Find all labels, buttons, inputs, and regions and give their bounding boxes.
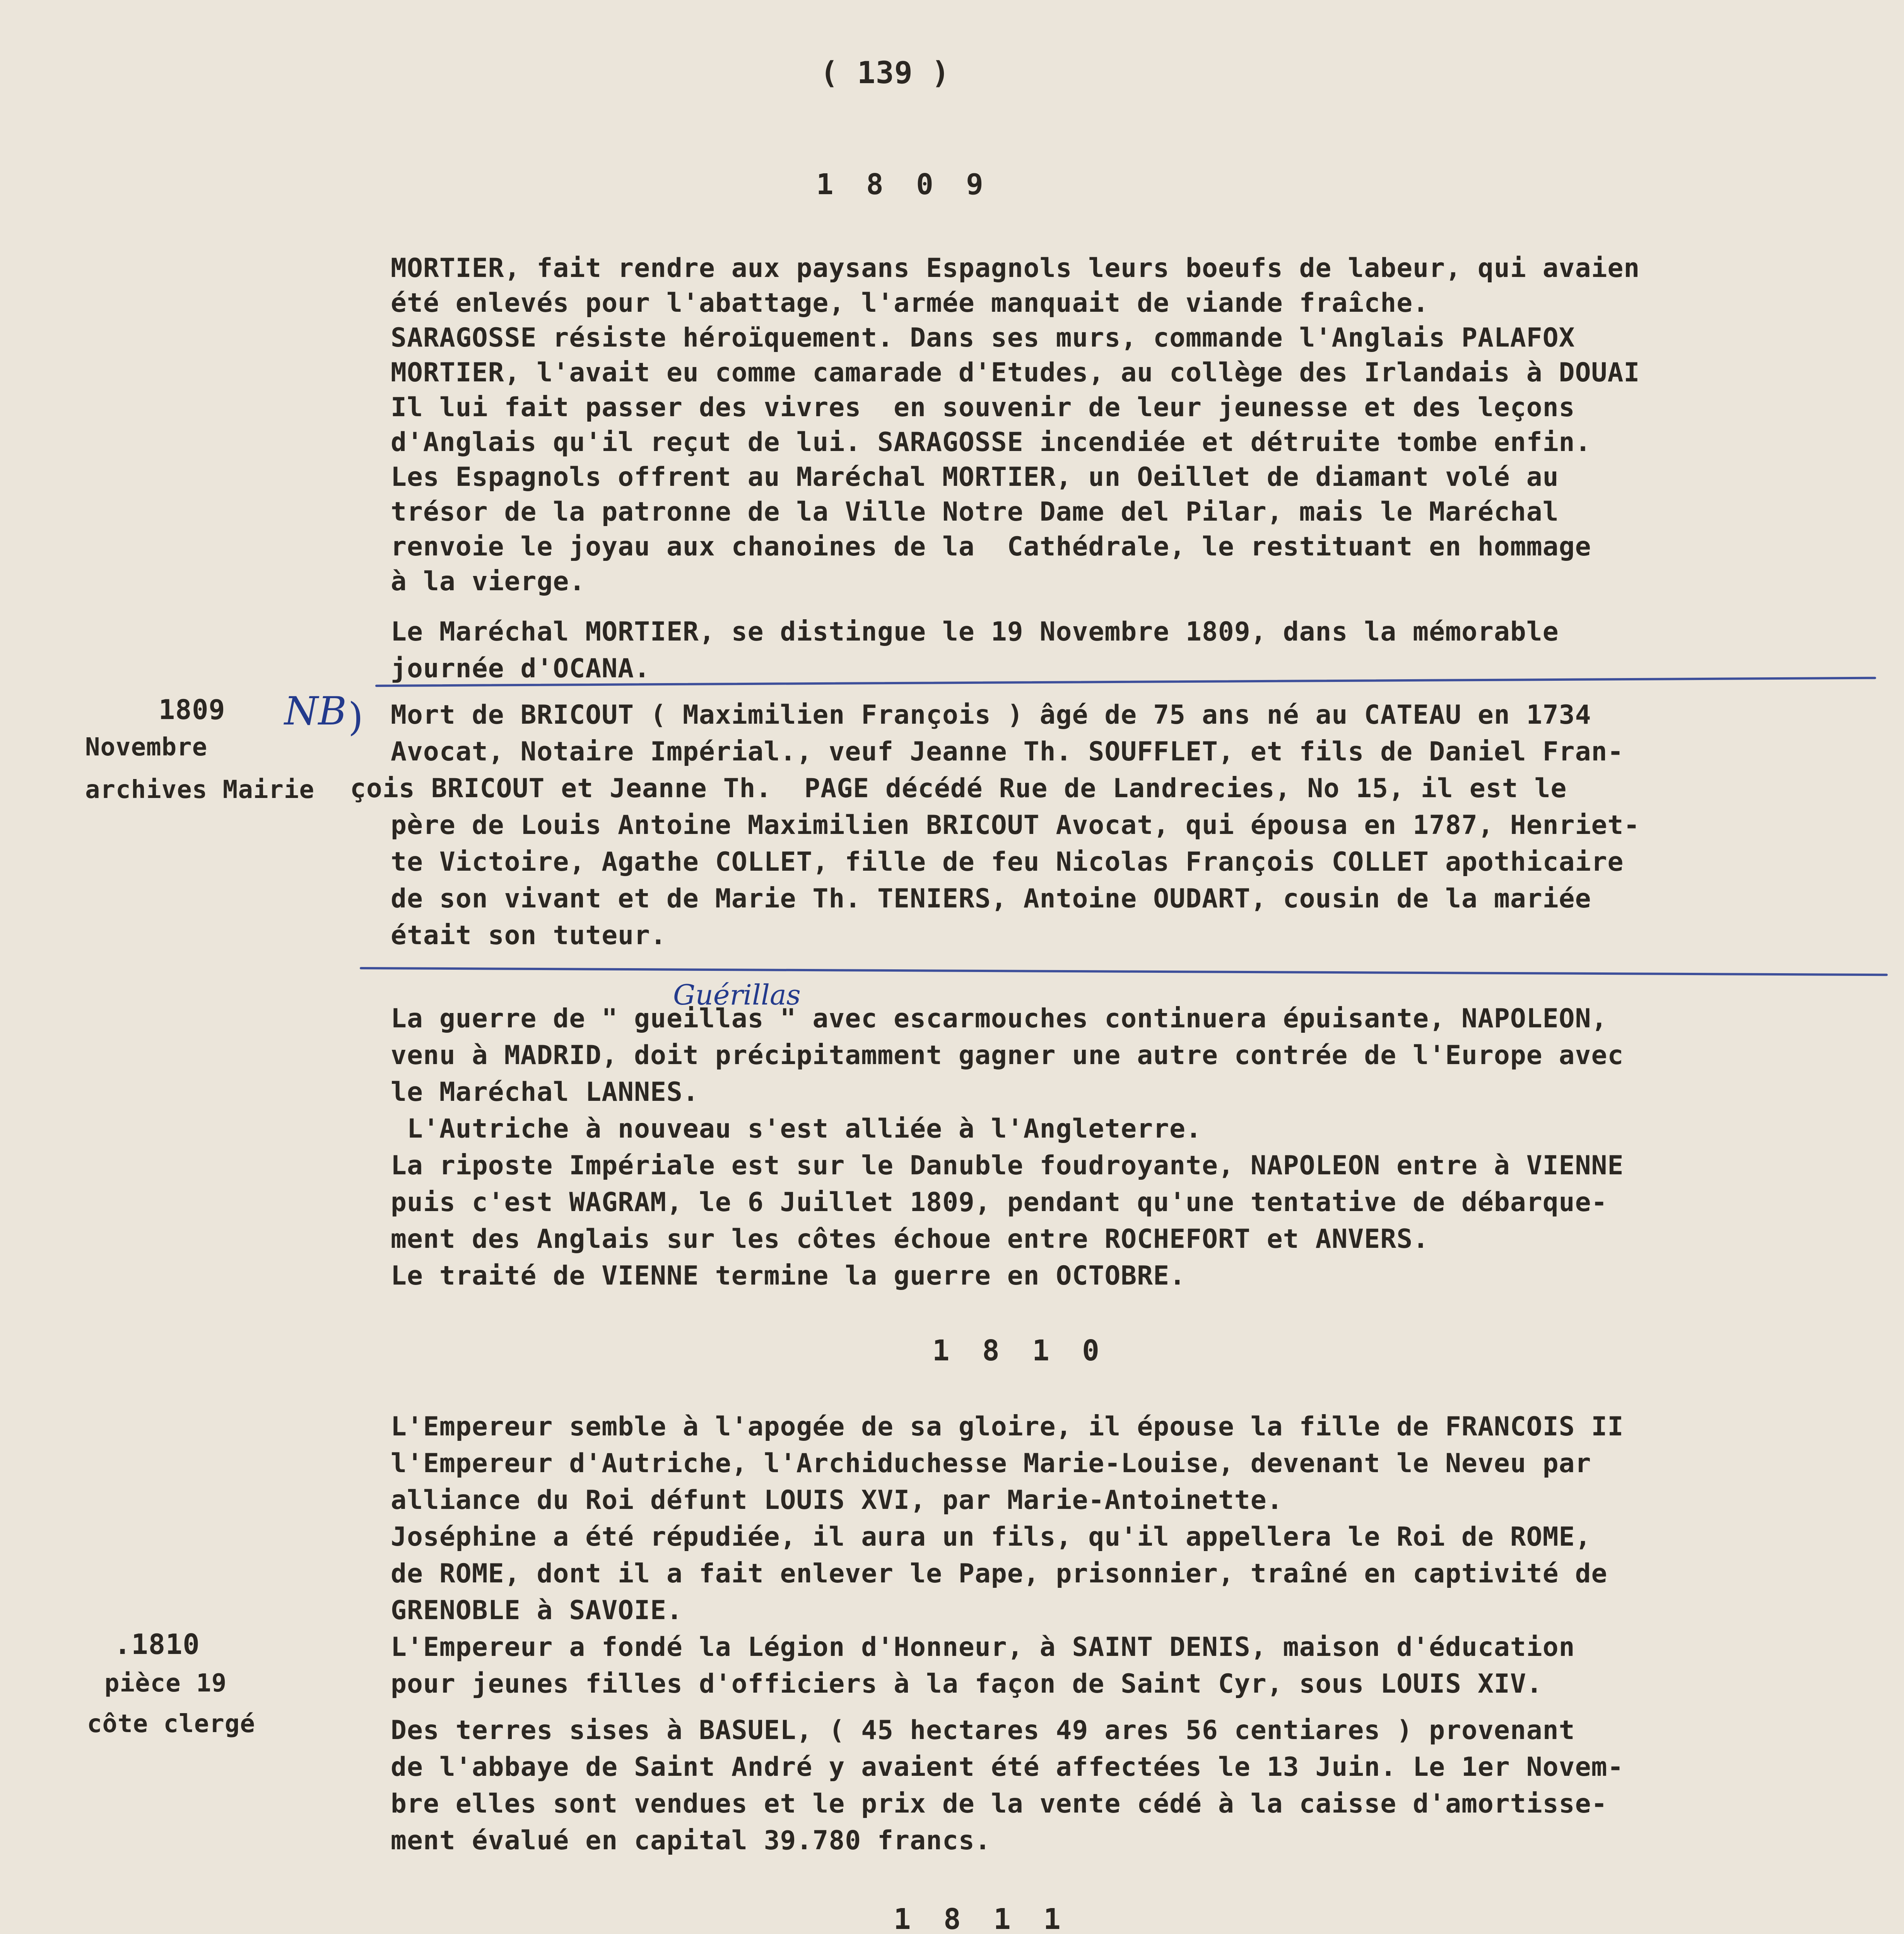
text-line: à la vierge.	[391, 566, 586, 597]
text-line: GRENOBLE à SAVOIE.	[391, 1595, 683, 1626]
text-line: çois BRICOUT et Jeanne Th. PAGE décédé Rue de Landrecies, No 15, il est le	[350, 773, 1567, 804]
text-line: La guerre de " gueillas " avec escarmouches continuera épuisante, NAPOLEON,	[391, 1003, 1608, 1034]
text-line: était son tuteur.	[391, 920, 667, 951]
margin-note-year: .1810	[114, 1628, 200, 1661]
handwritten-divider-line	[360, 967, 1888, 976]
text-line: Les Espagnols offrent au Maréchal MORTIER, un Oeillet de diamant volé au	[391, 462, 1559, 492]
text-line: de ROME, dont il a fait enlever le Pape, prisonnier, traîné en captivité de	[391, 1558, 1608, 1589]
text-line: MORTIER, l'avait eu comme camarade d'Etudes, au collège des Irlandais à DOUAI	[391, 357, 1640, 388]
margin-note-year: 1809	[159, 694, 226, 726]
year-heading-1810: 1 8 1 0	[932, 1334, 1107, 1367]
text-line: ment évalué en capital 39.780 francs.	[391, 1825, 991, 1856]
text-line: te Victoire, Agathe COLLET, fille de feu Nicolas François COLLET apothicaire	[391, 847, 1624, 877]
text-line: puis c'est WAGRAM, le 6 Juillet 1809, pendant qu'une tentative de débarque-	[391, 1187, 1608, 1218]
year-heading-1809: 1 8 0 9	[816, 168, 991, 201]
text-line: d'Anglais qu'il reçut de lui. SARAGOSSE incendiée et détruite tombe enfin.	[391, 427, 1591, 458]
text-line: renvoie le joyau aux chanoines de la Cathédrale, le restituant en hommage	[391, 531, 1591, 562]
text-line: de son vivant et de Marie Th. TENIERS, Antoine OUDART, cousin de la mariée	[391, 883, 1591, 914]
margin-note-source: archives Mairie	[85, 776, 314, 804]
text-line: journée d'OCANA.	[391, 653, 651, 684]
page-number: ( 139 )	[820, 56, 950, 91]
text-line: le Maréchal LANNES.	[391, 1077, 699, 1107]
text-line: père de Louis Antoine Maximilien BRICOUT Avocat, qui épousa en 1787, Henriet-	[391, 810, 1640, 841]
text-line: L'Autriche à nouveau s'est alliée à l'Angleterre.	[391, 1114, 1202, 1144]
text-line: MORTIER, fait rendre aux paysans Espagnols leurs boeufs de labeur, qui avaien	[391, 253, 1640, 284]
nb-bracket: )	[348, 694, 364, 740]
text-line: Joséphine a été répudiée, il aura un fils, qu'il appellera le Roi de ROME,	[391, 1522, 1591, 1552]
text-line: bre elles sont vendues et le prix de la vente cédé à la caisse d'amortisse-	[391, 1789, 1608, 1819]
text-line: trésor de la patronne de la Ville Notre Dame del Pilar, mais le Maréchal	[391, 497, 1559, 527]
text-line: ment des Anglais sur les côtes échoue entre ROCHEFORT et ANVERS.	[391, 1224, 1429, 1254]
text-line: Le traité de VIENNE termine la guerre en OCTOBRE.	[391, 1261, 1186, 1291]
text-line: de l'abbaye de Saint André y avaient été affectées le 13 Juin. Le 1er Novem-	[391, 1752, 1624, 1782]
text-line: été enlevés pour l'abattage, l'armée manquait de viande fraîche.	[391, 288, 1429, 318]
text-line: La riposte Impériale est sur le Danuble foudroyante, NAPOLEON entre à VIENNE	[391, 1150, 1624, 1181]
text-line: Des terres sises à BASUEL, ( 45 hectares 49 ares 56 centiares ) provenant	[391, 1715, 1575, 1746]
text-line: pour jeunes filles d'officiers à la façon de Saint Cyr, sous LOUIS XIV.	[391, 1669, 1543, 1699]
text-line: l'Empereur d'Autriche, l'Archiduchesse Marie-Louise, devenant le Neveu par	[391, 1448, 1591, 1479]
text-line: Avocat, Notaire Impérial., veuf Jeanne Th. SOUFFLET, et fils de Daniel Fran-	[391, 736, 1624, 767]
margin-note-reference: côte clergé	[87, 1710, 255, 1738]
text-line: L'Empereur semble à l'apogée de sa gloire, il épouse la fille de FRANCOIS II	[391, 1411, 1624, 1442]
text-line: venu à MADRID, doit précipitamment gagner une autre contrée de l'Europe avec	[391, 1040, 1624, 1071]
text-line: alliance du Roi défunt LOUIS XVI, par Marie-Antoinette.	[391, 1485, 1283, 1515]
text-line: Mort de BRICOUT ( Maximilien François ) âgé de 75 ans né au CATEAU en 1734	[391, 700, 1591, 730]
handwritten-correction: Guérillas	[673, 979, 801, 1011]
text-line: Il lui fait passer des vivres en souvenir de leur jeunesse et des leçons	[391, 392, 1575, 423]
text-line: Le Maréchal MORTIER, se distingue le 19 Novembre 1809, dans la mémorable	[391, 617, 1559, 647]
text-line: L'Empereur a fondé la Légion d'Honneur, à SAINT DENIS, maison d'éducation	[391, 1632, 1575, 1662]
text-line: SARAGOSSE résiste héroïquement. Dans ses murs, commande l'Anglais PALAFOX	[391, 323, 1575, 353]
margin-note-piece: pièce 19	[104, 1669, 227, 1698]
nb-handwritten-mark: NB	[284, 689, 347, 734]
year-heading-1811: 1 8 1 1	[894, 1903, 1068, 1934]
margin-note-month: Novembre	[85, 733, 208, 762]
